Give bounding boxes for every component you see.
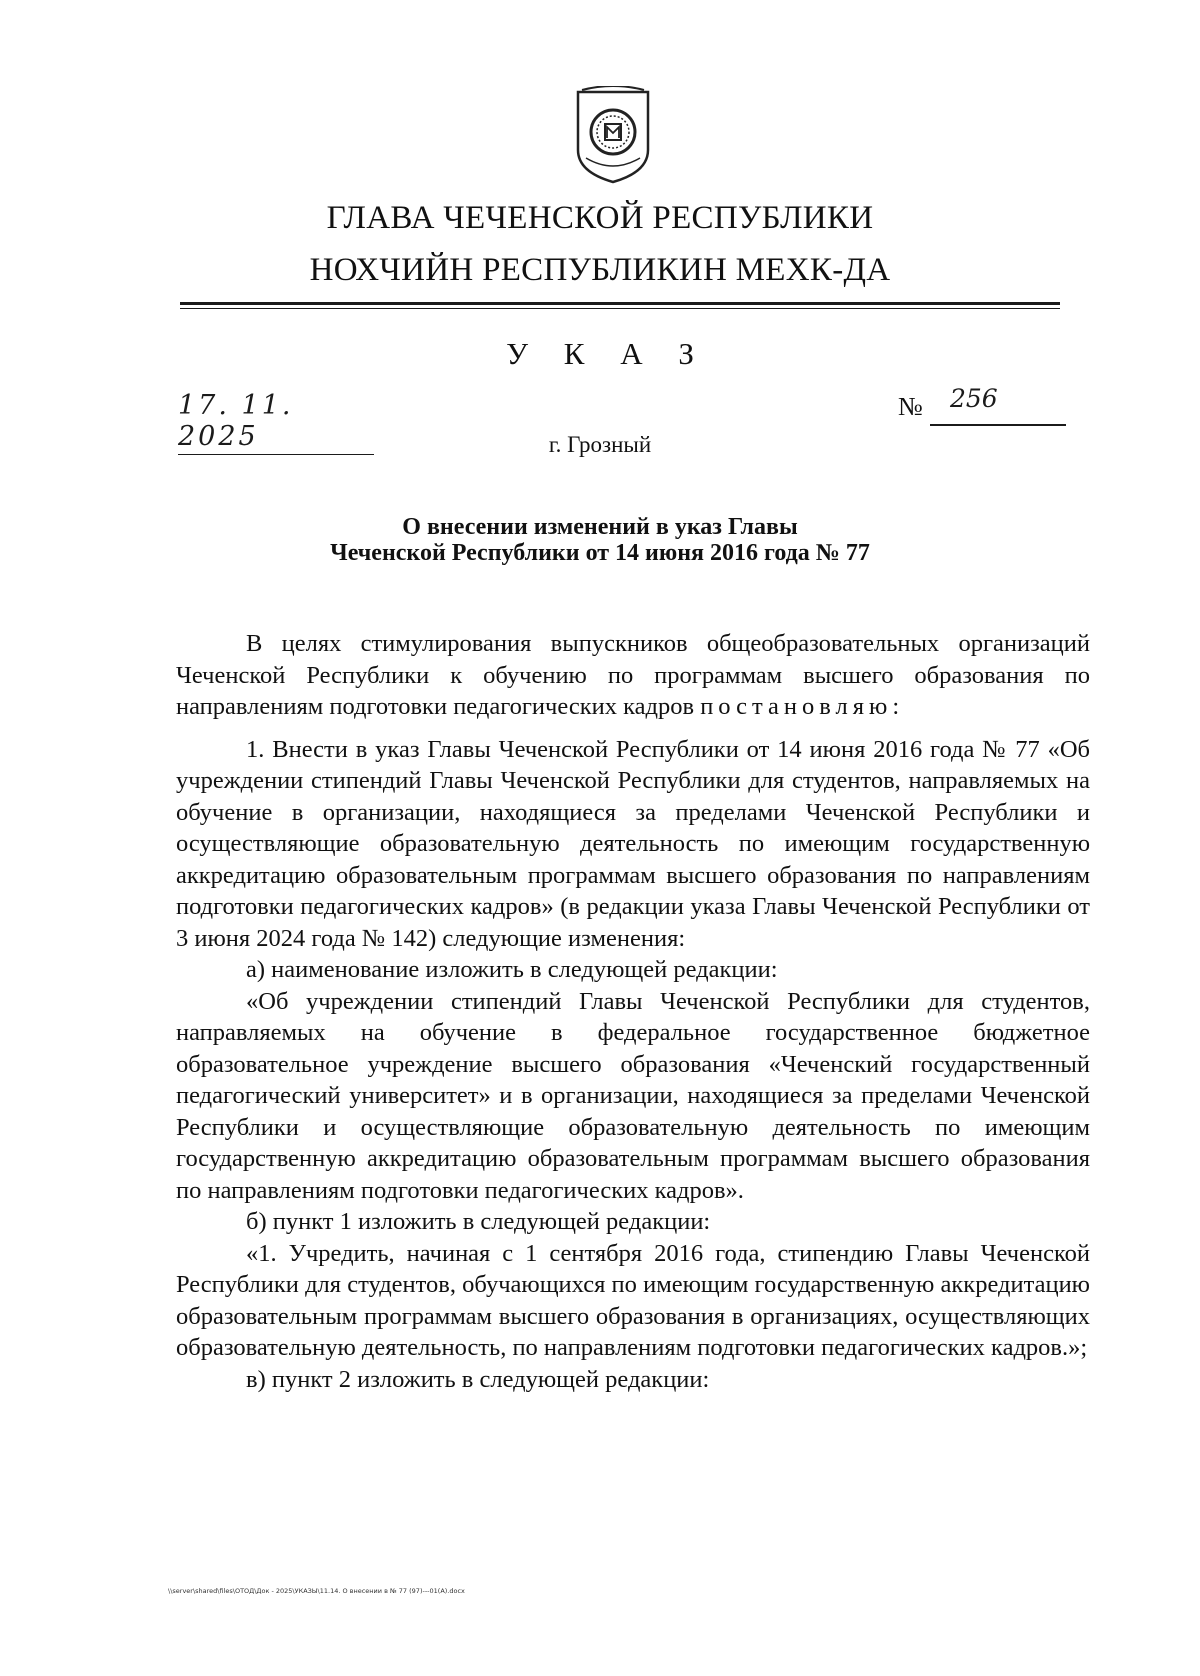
handwritten-date: 17. 11. 2025 [178, 390, 374, 455]
city: г. Грозный [548, 432, 652, 457]
number-underline [930, 424, 1066, 426]
paragraph-1: 1. Внести в указ Главы Чеченской Республики от 14 июня 2016 года № 77 «Об учреждении стипендий Главы Чеченской Республики для студентов, направляемых на обучение в организации, находящиеся за пределами Чеченской Республики и осуществляющие образовательную деятельность по имеющим государственную аккредитацию образовательным программам высшего образования по направлениям подготовки педагогических кадров» (в редакции указа Главы Чеченской Республики от 3 июня 2024 года № 142) следующие изменения: [176, 735, 1090, 952]
header-rule-thin [180, 308, 1060, 309]
issuer-title-chechen: НОХЧИЙН РЕСПУБЛИКИН МЕХК-ДА [309, 252, 891, 288]
decree-subject [250, 514, 950, 566]
subject-line-2: Чеченской Республики от 14 июня 2016 года № 77 [330, 540, 870, 566]
paragraph-b: б) пункт 1 изложить в следующей редакции: [246, 1208, 711, 1235]
file-path-footer: \\server\shared\files\ОТОД\Док - 2025\УКАЗЫ\11.14. О внесении в № 77 (97)---01(А).docx [168, 1587, 465, 1595]
preamble-paragraph [176, 628, 1090, 723]
number-label: № [898, 392, 923, 421]
subject-line-1: О внесении изменений в указ Главы [402, 514, 798, 540]
document-type: У К А З [506, 336, 708, 371]
coat-of-arms-emblem [572, 86, 654, 186]
paragraph-b-text: «1. Учредить, начиная с 1 сентября 2016 года, стипендию Главы Чеченской Республики для студентов, обучающихся по имеющим государственную аккредитацию образовательным программам высшего образования в организациях, осуществляющих образовательную деятельность, по направлениям подготовки педагогических кадров.»; [176, 1239, 1090, 1361]
handwritten-number: 256 [950, 384, 998, 413]
paragraph-a-text: «Об учреждении стипендий Главы Чеченской Республики для студентов, направляемых на обучение в федеральное государственное бюджетное образовательное учреждение высшего образования «Чеченский государственный педагогический университет» и в организации, находящиеся за пределами Чеченской Республики и осуществляющие образовательную деятельность по имеющим государственную аккредитацию образовательным программам высшего образования по направлениям подготовки педагогических кадров». [176, 987, 1090, 1204]
preamble-text: В целях стимулирования выпускников общеобразовательных организаций Чеченской Республики к обучению по программам высшего образования по направлениям подготовки педагогических кадров [176, 630, 1090, 720]
issuer-title: ГЛАВА ЧЕЧЕНСКОЙ РЕСПУБЛИКИ [326, 200, 874, 236]
paragraph-a: а) наименование изложить в следующей редакции: [246, 956, 778, 983]
paragraph-c: в) пункт 2 изложить в следующей редакции: [246, 1365, 710, 1393]
preamble-keyword: постановляю: [700, 693, 905, 720]
header-rule-thick [180, 302, 1060, 305]
decree-body [176, 628, 1090, 1395]
